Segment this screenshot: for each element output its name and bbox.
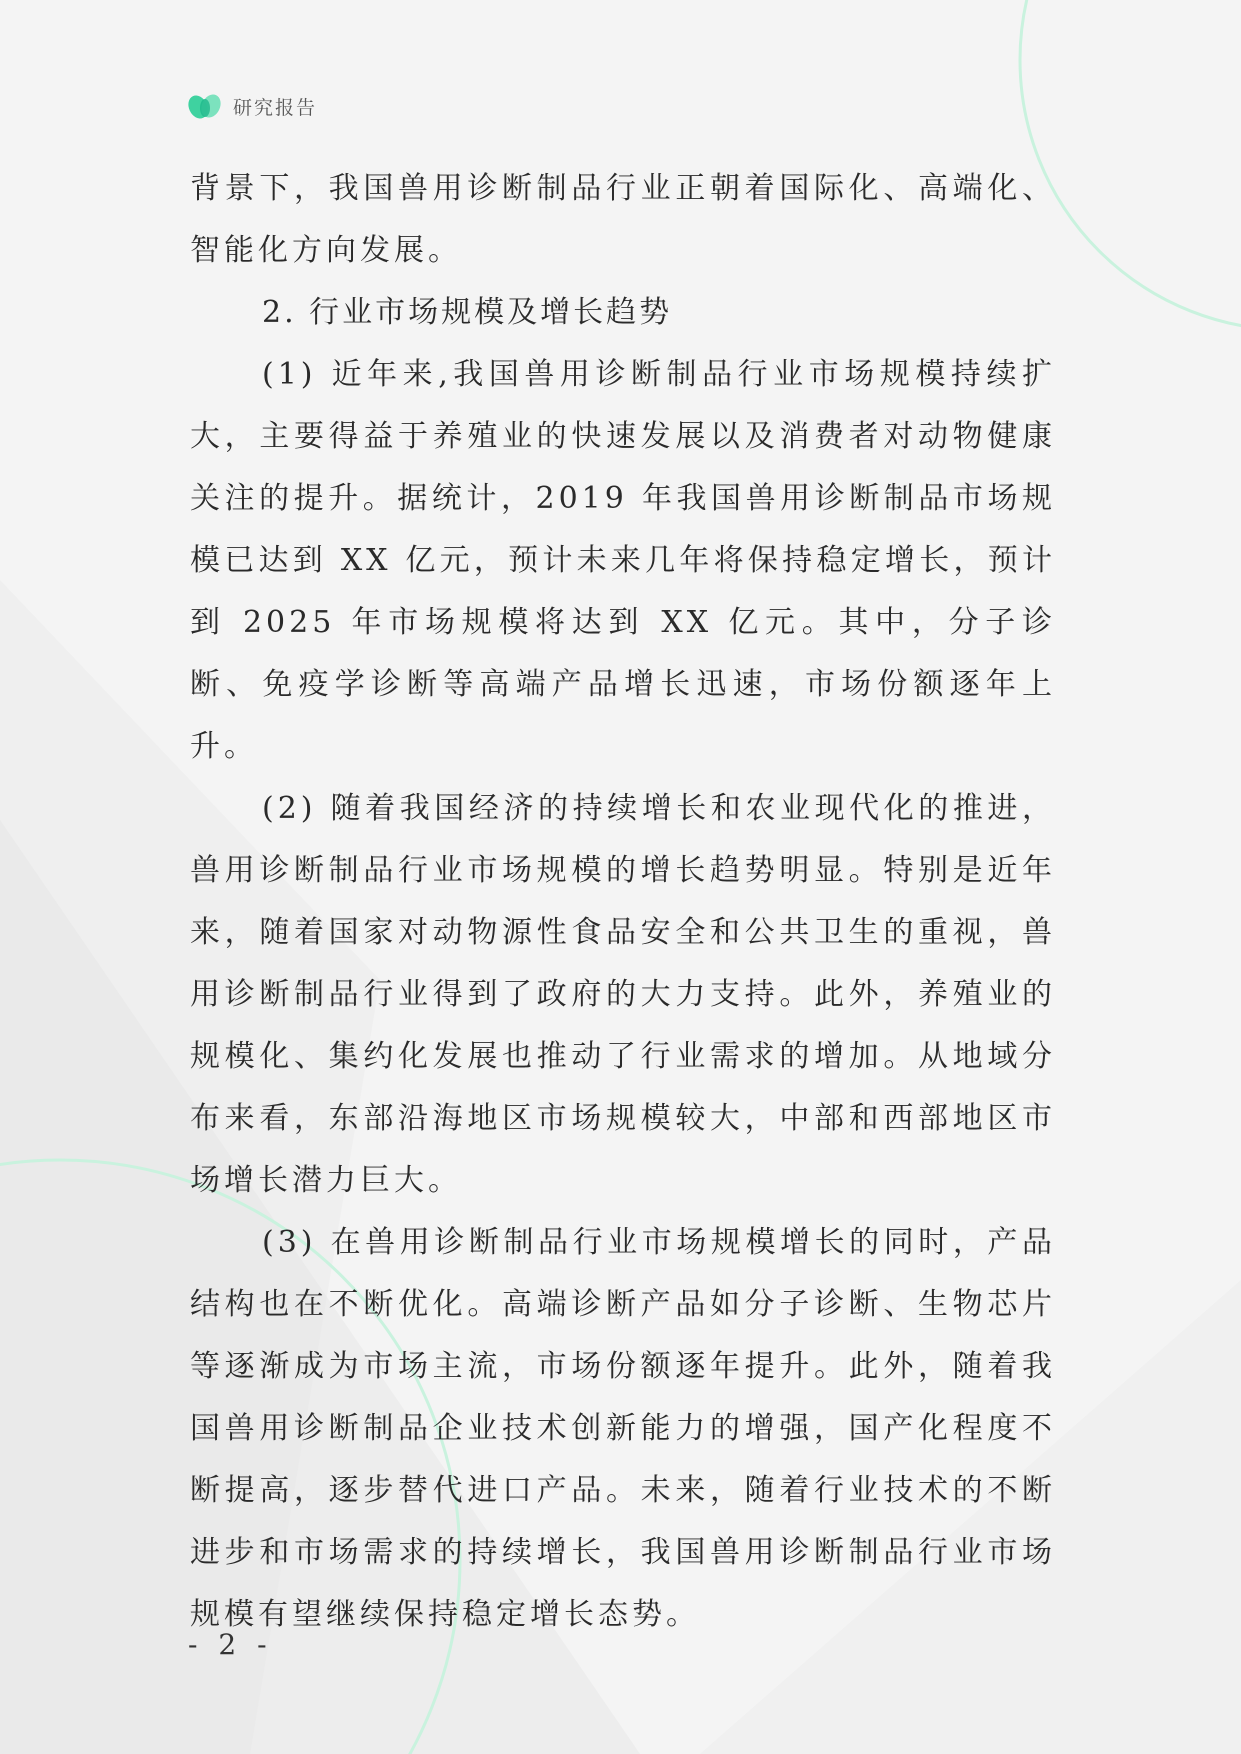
paragraph-1: (1) 近年来,我国兽用诊断制品行业市场规模持续扩大，主要得益于养殖业的快速发展以及消费者对动物健康关注的提升。据统计，2019 年我国兽用诊断制品市场规模已达到 XX 亿元，预计未来几年将保持稳定增长，预计到 2025 年市场规模将达到 XX 亿元。其中，分子诊断、免疫学诊断等高端产品增长迅速，市场份额逐年上升。 (190, 357, 1056, 764)
section-heading: 2. 行业市场规模及增长趋势 (262, 295, 673, 330)
header-title: 研究报告 (233, 96, 318, 119)
paragraph-2: (2) 随着我国经济的持续增长和农业现代化的推进，兽用诊断制品行业市场规模的增长趋势明显。特别是近年来，随着国家对动物源性食品安全和公共卫生的重视，兽用诊断制品行业得到了政府的大力支持。此外，养殖业的规模化、集约化发展也推动了行业需求的增加。从地域分布来看，东部沿海地区市场规模较大，中部和西部地区市场增长潜力巨大。 (190, 791, 1056, 1198)
continuation-paragraph: 背景下，我国兽用诊断制品行业正朝着国际化、高端化、智能化方向发展。 (190, 171, 1056, 268)
document-body (190, 158, 1056, 1646)
page-number: - 2 - (188, 1628, 273, 1661)
paragraph-3: (3) 在兽用诊断制品行业市场规模增长的同时，产品结构也在不断优化。高端诊断产品如分子诊断、生物芯片等逐渐成为市场主流，市场份额逐年提升。此外，随着我国兽用诊断制品企业技术创新能力的增强，国产化程度不断提高，逐步替代进口产品。未来，随着行业技术的不断进步和市场需求的持续增长，我国兽用诊断制品行业市场规模有望继续保持稳定增长态势。 (190, 1225, 1056, 1632)
brand-logo-icon (187, 91, 223, 121)
page-header (187, 88, 317, 124)
